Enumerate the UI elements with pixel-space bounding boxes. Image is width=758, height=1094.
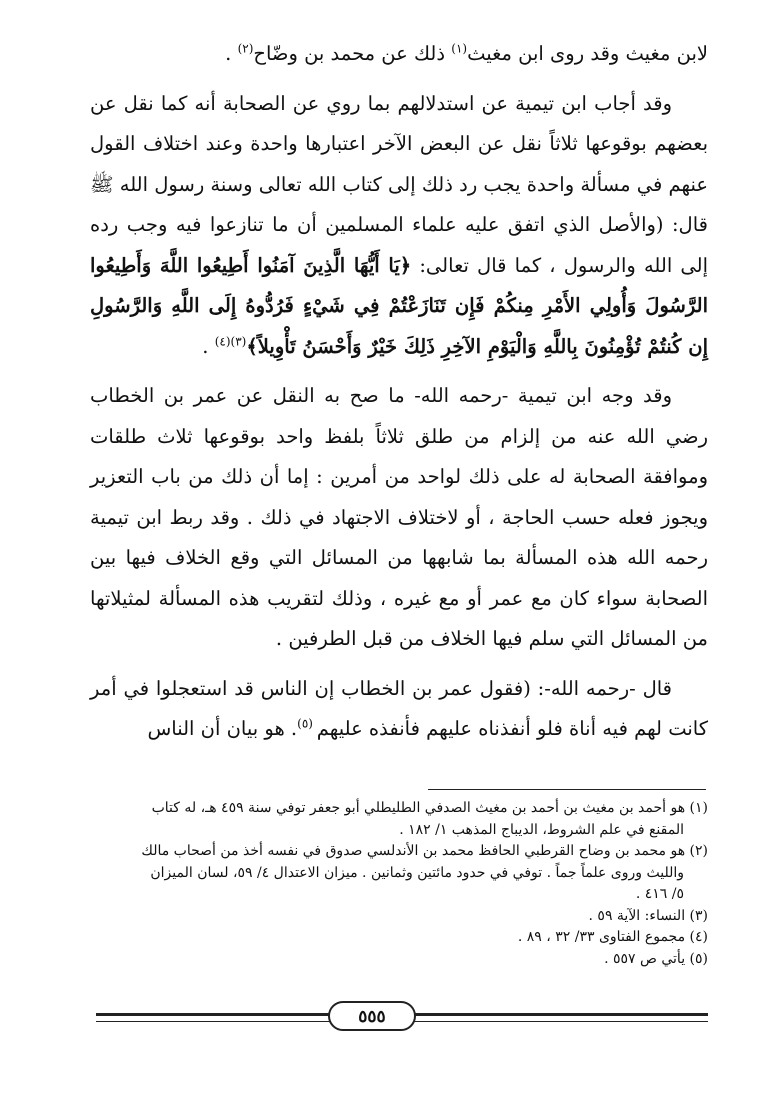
- p4-text-a: قال -رحمه الله-: (فقول عمر بن الخطاب إن الناس قد استعجلوا في أمر كانت لهم فيه أناة فلو أنفذناه عليهم فأنفذه عليهم: [90, 676, 708, 740]
- paragraph-2: [90, 84, 708, 368]
- footnote-5: (٥) يأتي ص ٥٥٧ .: [604, 950, 708, 967]
- p2-text-c: .: [202, 334, 215, 358]
- footnote-ref-3[interactable]: (٣): [230, 334, 247, 348]
- page-footer: [96, 1001, 708, 1031]
- paragraph-3: وقد وجه ابن تيمية -رحمه الله- ما صح به النقل عن عمر بن الخطاب رضي الله عنه من إلزام من طلق ثلاثاً بلفظ واحد بوقوعها ثلاث طلقات وموافقة الصحابة له على ذلك لواحد من أمرين : إما أن ذلك من باب التعزير ويجوز فعله حسب الحاجة ، أو لاختلاف الاجتهاد في ذلك . وقد ربط ابن تيمية رحمه الله هذه المسألة بما شابهها من المسائل التي وقع الخلاف فيها بين الصحابة سواء كان مع عمر أو مع غيره ، وذلك لتقريب هذه المسألة لمثيلاتها من المسائل التي سلم فيها الخلاف من قبل الطرفين .: [90, 384, 709, 650]
- footnote-3: (٣) النساء: الآية ٥٩ .: [588, 907, 708, 924]
- page-number: ٥٥٥: [328, 1001, 416, 1031]
- footnote-ref-4[interactable]: (٤): [214, 334, 231, 348]
- paragraph-4: [90, 669, 708, 750]
- footnote-2-continued-2: ٥/ ٤١٦ .: [635, 886, 684, 902]
- footnote-ref-5[interactable]: (٥): [297, 716, 317, 731]
- footnote-1-continued: المقنع في علم الشروط، الديباج المذهب ١/ ١٨٢ .: [399, 821, 684, 838]
- footnotes: [90, 798, 708, 970]
- footnote-ref-1[interactable]: (١): [451, 41, 468, 56]
- footnote-4: (٤) مجموع الفتاوى ٣٣/ ٣٢ ، ٨٩ .: [517, 929, 708, 945]
- footnote-2-continued: والليث وروى علماً جماً . توفي في حدود مائتين وثمانين . ميزان الاعتدال ٤/ ٥٩، لسان الميزان: [150, 864, 684, 881]
- p1-text-c: .: [225, 42, 238, 65]
- main-text: [90, 34, 708, 750]
- paragraph-1: [90, 34, 708, 75]
- p1-text-b: ذلك عن محمد بن وضّاح: [253, 42, 452, 65]
- p2-text-a: وقد أجاب ابن تيمية عن استدلالهم بما روي عن الصحابة أنه كما نقل عن بعضهم بوقوعها ثلاثاً نقل عن البعض الآخر اعتبارها واحدة وعند اختلاف القول عنهم في مسألة واحدة يجب رد ذلك إلى كتاب الله تعالى وسنة رسول الله ﷺ قال: (والأصل الذي اتفق عليه علماء المسلمين أن ما تنازعوا فيه وجب رده إلى الله والرسول ، كما قال تعالى:: [90, 91, 708, 277]
- p1-text-a: لابن مغيث وقد روى ابن مغيث: [467, 42, 708, 65]
- quran-verse: ﴿يَا أَيُّهَا الَّذِينَ آمَنُوا أَطِيعُوا اللَّهَ وَأَطِيعُوا الرَّسُولَ وَأُولِي الأَمْرِ مِنكُمْ فَإِن تَنَازَعْتُمْ فِي شَيْءٍ فَرُدُّوهُ إِلَى اللَّهِ وَالرَّسُولِ إِن كُنتُمْ تُؤْمِنُونَ بِاللَّهِ وَالْيَوْمِ الآخِرِ ذَلِكَ خَيْرٌ وَأَحْسَنُ تَأْوِيلاً﴾: [90, 253, 708, 358]
- p4-text-b: . هو بيان أن الناس: [147, 717, 298, 740]
- footnote-separator: [428, 789, 706, 790]
- footnote-2: (٢) هو محمد بن وضاح القرطبي الحافظ محمد بن الأندلسي صدوق في نفسه أخذ من أصحاب مالك: [141, 843, 708, 859]
- footnote-1: (١) هو أحمد بن مغيث بن أحمد بن مغيث الصدفي الطليطلي أبو جعفر توفي سنة ٤٥٩ هـ، له كتاب: [151, 800, 708, 816]
- footnote-ref-2[interactable]: (٢): [237, 41, 254, 56]
